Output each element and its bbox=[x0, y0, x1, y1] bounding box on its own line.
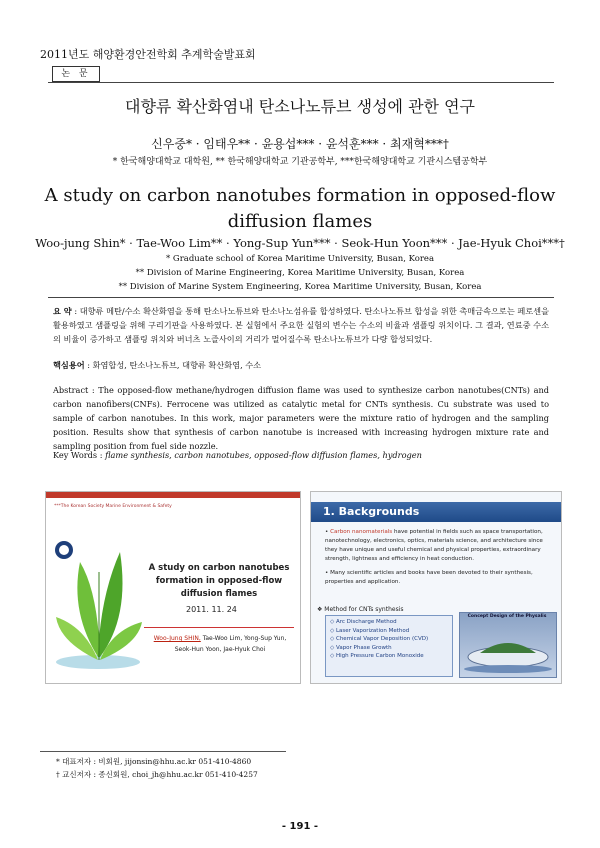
slide-date: 2011. 11. 24 bbox=[186, 605, 237, 614]
method-item: ◇ Chemical Vapor Deposition (CVD) bbox=[330, 636, 429, 643]
bullet-highlight: Carbon nanomaterials bbox=[330, 529, 393, 535]
bullet-2-text: Many scientific articles and books have been devoted to their synthesis, properties and application. bbox=[325, 570, 533, 585]
method-item: ◇ Vapor Phase Growth bbox=[330, 644, 392, 651]
method-item: ◇ Laser Vaporization Method bbox=[330, 627, 410, 634]
title-slide-figure bbox=[45, 491, 301, 684]
slide-authors-rest: Tae-Woo Lim, Yong-Sup Yun, bbox=[200, 635, 287, 642]
korean-authors: 신우중* · 임태우** · 윤용섭*** · 윤석훈*** · 최재혁***† bbox=[151, 137, 449, 151]
slide-title: A study on carbon nanotubes formation in opposed-flow diffusion flames bbox=[148, 563, 290, 599]
korean-abstract-text: : 대향류 메탄/수소 확산화염을 통해 탄소나노튜브와 탄소나노섬유를 합성하였다. 탄소나노튜브 합성을 위한 촉매금속으로는 페로센을 활용하였고 샘플링을 위해 구리기판을 사용하였다. 본 실험에서 주요한 실험의 변수는 수소의 비율과 샘플링 위치이다. 그 결과, 연료중 수소의 비율이 증가하고 샘플링 위치와 버너츠 노즐사이의 거리가 멀어질수록 탄소나노튜브가 다량 합성되었다. bbox=[53, 306, 549, 344]
english-title: A study on carbon nanotubes formation in opposed-flow diffusion flames bbox=[44, 185, 556, 232]
conference-name: 2011년도 해양환경안전학회 추계학술발표회 bbox=[40, 48, 256, 61]
bullet-1-text: have potential in fields such as space transportation, nanotechnology, electronics, optics, materials science, and architecture since they have unique and useful chemical and physical properties, extraordinary strength, lightness and efficiency in heat conduction. bbox=[325, 529, 543, 562]
abstract-divider bbox=[48, 297, 554, 298]
korean-abstract bbox=[53, 304, 549, 346]
slide-authors bbox=[144, 633, 296, 655]
ship-illustration bbox=[460, 613, 556, 677]
footnote-main-author: * 대표저자 : 비회원, jijonsin@hhu.ac.kr 051-410-4860 bbox=[56, 757, 252, 766]
english-affiliation-1: * Graduate school of Korea Maritime University, Busan, Korea bbox=[165, 254, 435, 264]
korean-keywords bbox=[53, 358, 549, 372]
english-abstract bbox=[53, 383, 549, 453]
university-seal-icon bbox=[54, 540, 74, 560]
korean-affiliations: * 한국해양대학교 대학원, ** 한국해양대학교 기관공학부, ***한국해양대학교 기관시스템공학부 bbox=[112, 157, 488, 167]
concept-design-caption: Concept Design of the Physalis bbox=[467, 614, 547, 619]
slide-bullets bbox=[325, 528, 551, 587]
slide-author-divider bbox=[144, 627, 294, 628]
english-affiliation-3: ** Division of Marine System Engineering, Korea Maritime University, Busan, Korea bbox=[118, 282, 482, 292]
footnote-corresponding-author: † 교신저자 : 종신회원, choi_jh@hhu.ac.kr 051-410-4257 bbox=[56, 770, 258, 779]
korean-keywords-label: 핵심용어 bbox=[53, 360, 85, 370]
korean-abstract-label: 요 약 bbox=[53, 306, 72, 316]
korean-title: 대향류 확산화염내 탄소나노튜브 생성에 관한 연구 bbox=[124, 97, 475, 116]
header-divider bbox=[48, 82, 554, 83]
english-affiliation-2: ** Division of Marine Engineering, Korea Maritime University, Busan, Korea bbox=[135, 268, 465, 278]
korean-keywords-text: : 화염합성, 탄소나노튜브, 대향류 확산화염, 수소 bbox=[84, 360, 262, 370]
method-list-box bbox=[325, 615, 453, 677]
slide-top-bar bbox=[46, 492, 300, 498]
english-keywords: Key Words : flame synthesis, carbon nanotubes, opposed-flow diffusion flames, hydrogen bbox=[53, 450, 422, 460]
backgrounds-slide-figure bbox=[310, 491, 562, 684]
paper-type-tag: 논 문 bbox=[52, 66, 100, 82]
english-keywords-text: flame synthesis, carbon nanotubes, opposed-flow diffusion flames, hydrogen bbox=[105, 450, 422, 460]
footnote-divider bbox=[40, 751, 286, 752]
english-authors: Woo-jung Shin* · Tae-Woo Lim** · Yong-Sup Yun*** · Seok-Hun Yoon*** · Jae-Hyuk Choi***† bbox=[35, 236, 565, 250]
slide-heading: 1. Backgrounds bbox=[311, 502, 561, 522]
method-heading-text: Method for CNTs synthesis bbox=[324, 606, 404, 613]
english-abstract-text: : The opposed-flow methane/hydrogen diffusion flame was used to synthesize carbon nanotubes(CNTs) and carbon nanofibers(CNFs). Ferrocene was utilized as catalytic metal for CNTs synthesis. Cu substrate was used to sample of carbon nanotubes. In this work, major parameters were the mixture ratio of hydrogen and the sampling position. Results show that synthesis of carbon nanotube is increased with increasing hydrogen mixture rate and sampling position from fuel side nozzle. bbox=[53, 385, 549, 451]
method-item: ◇ High Pressure Carbon Monoxide bbox=[330, 653, 424, 660]
slide-first-author: Woo-Jung SHIN, bbox=[153, 635, 201, 642]
slide-bullet-2: • Many scientific articles and books have been devoted to their synthesis, properties and application. bbox=[325, 570, 533, 585]
concept-design-image bbox=[459, 612, 557, 678]
method-item: ◇ Arc Discharge Method bbox=[330, 619, 397, 625]
slide-authors-line2: Seok-Hun Yoon, Jae-Hyuk Choi bbox=[174, 646, 266, 653]
english-keywords-label: Key Words bbox=[53, 450, 98, 460]
slide-society-name: ***The Korean Society Marine Environment & Safety bbox=[54, 504, 172, 509]
method-heading: ❖ Method for CNTs synthesis bbox=[317, 606, 404, 613]
page-number: - 191 - bbox=[281, 821, 319, 832]
english-abstract-label: Abstract bbox=[53, 385, 89, 395]
slide-bullet-1: • Carbon nanomaterials have potential in fields such as space transportation, nanotechnology, electronics, optics, materials science, and architecture since they have unique and useful chemical and physical properties, extraordinary strength, lightness and efficiency in heat conduction. bbox=[325, 529, 543, 562]
